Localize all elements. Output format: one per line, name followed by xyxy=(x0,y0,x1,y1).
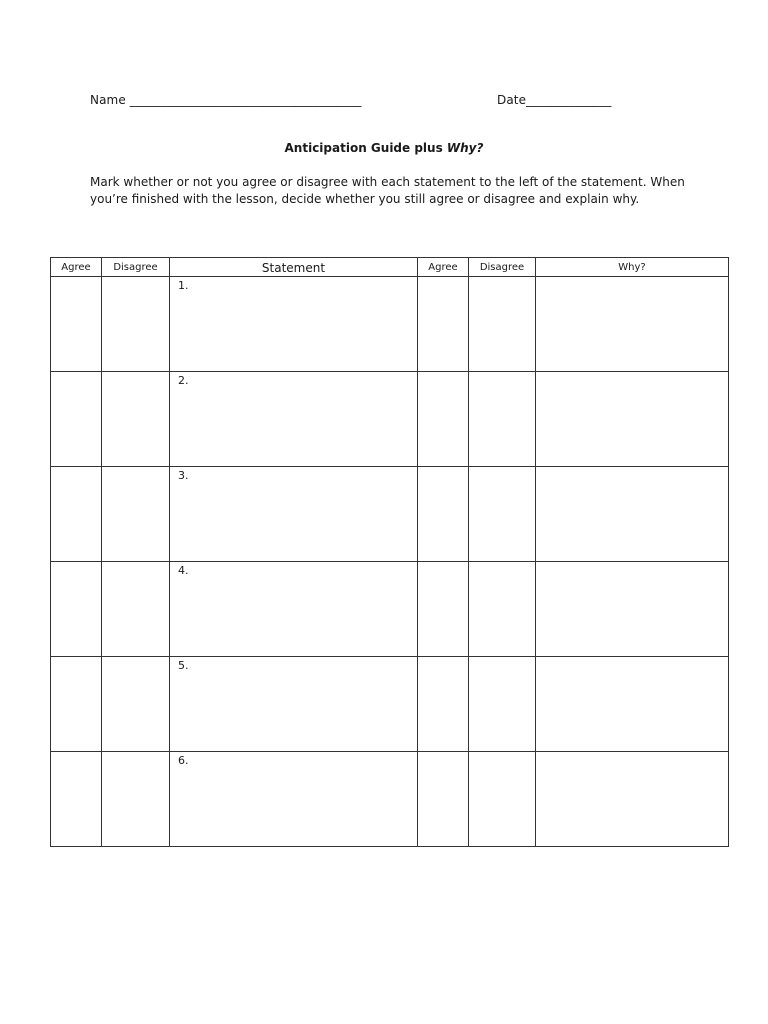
agree-before-cell[interactable] xyxy=(51,467,102,562)
instructions-text: Mark whether or not you agree or disagree with each statement to the left of the statement. When you’re finished with the lesson, decide whether you still agree or disagree and explain why. xyxy=(90,175,685,206)
statement-cell[interactable] xyxy=(170,752,418,847)
header-statement: Statement xyxy=(170,258,418,277)
table-row xyxy=(51,562,729,657)
agree-after-cell[interactable] xyxy=(418,372,469,467)
agree-after-cell[interactable] xyxy=(418,277,469,372)
agree-before-cell[interactable] xyxy=(51,277,102,372)
statement-cell[interactable] xyxy=(170,562,418,657)
table-header-row xyxy=(51,258,729,277)
disagree-after-cell[interactable] xyxy=(469,657,536,752)
disagree-after-cell[interactable] xyxy=(469,752,536,847)
table-row xyxy=(51,657,729,752)
disagree-before-cell[interactable] xyxy=(102,657,170,752)
why-cell[interactable] xyxy=(536,372,729,467)
disagree-after-cell[interactable] xyxy=(469,372,536,467)
table-row xyxy=(51,372,729,467)
title-text: Anticipation Guide plus xyxy=(284,141,447,155)
disagree-before-cell[interactable] xyxy=(102,562,170,657)
header-why: Why? xyxy=(536,258,729,277)
disagree-after-cell[interactable] xyxy=(469,467,536,562)
header-disagree-before: Disagree xyxy=(102,258,170,277)
statement-number: 1. xyxy=(178,279,189,292)
agree-after-cell[interactable] xyxy=(418,657,469,752)
disagree-before-cell[interactable] xyxy=(102,467,170,562)
why-cell[interactable] xyxy=(536,467,729,562)
table-row xyxy=(51,277,729,372)
statement-number: 6. xyxy=(178,754,189,767)
title-emphasis: Why? xyxy=(446,141,484,155)
why-cell[interactable] xyxy=(536,562,729,657)
statement-number: 4. xyxy=(178,564,189,577)
header-disagree-after: Disagree xyxy=(469,258,536,277)
why-cell[interactable] xyxy=(536,657,729,752)
agree-after-cell[interactable] xyxy=(418,562,469,657)
statement-cell[interactable] xyxy=(170,277,418,372)
statement-number: 3. xyxy=(178,469,189,482)
statement-cell[interactable] xyxy=(170,372,418,467)
statement-number: 2. xyxy=(178,374,189,387)
table-row xyxy=(51,752,729,847)
disagree-before-cell[interactable] xyxy=(102,277,170,372)
agree-before-cell[interactable] xyxy=(51,657,102,752)
statement-cell[interactable] xyxy=(170,467,418,562)
header-agree-after: Agree xyxy=(418,258,469,277)
agree-before-cell[interactable] xyxy=(51,562,102,657)
header-agree-before: Agree xyxy=(51,258,102,277)
why-cell[interactable] xyxy=(536,277,729,372)
statement-cell[interactable] xyxy=(170,657,418,752)
disagree-before-cell[interactable] xyxy=(102,372,170,467)
disagree-before-cell[interactable] xyxy=(102,752,170,847)
table-row xyxy=(51,467,729,562)
agree-after-cell[interactable] xyxy=(418,467,469,562)
anticipation-guide-table xyxy=(50,257,729,847)
disagree-after-cell[interactable] xyxy=(469,562,536,657)
why-cell[interactable] xyxy=(536,752,729,847)
disagree-after-cell[interactable] xyxy=(469,277,536,372)
agree-before-cell[interactable] xyxy=(51,372,102,467)
statement-number: 5. xyxy=(178,659,189,672)
page-title xyxy=(0,141,768,155)
agree-after-cell[interactable] xyxy=(418,752,469,847)
agree-before-cell[interactable] xyxy=(51,752,102,847)
date-field: Date______________ xyxy=(497,93,612,107)
name-field: Name ______________________________________ xyxy=(90,93,362,107)
